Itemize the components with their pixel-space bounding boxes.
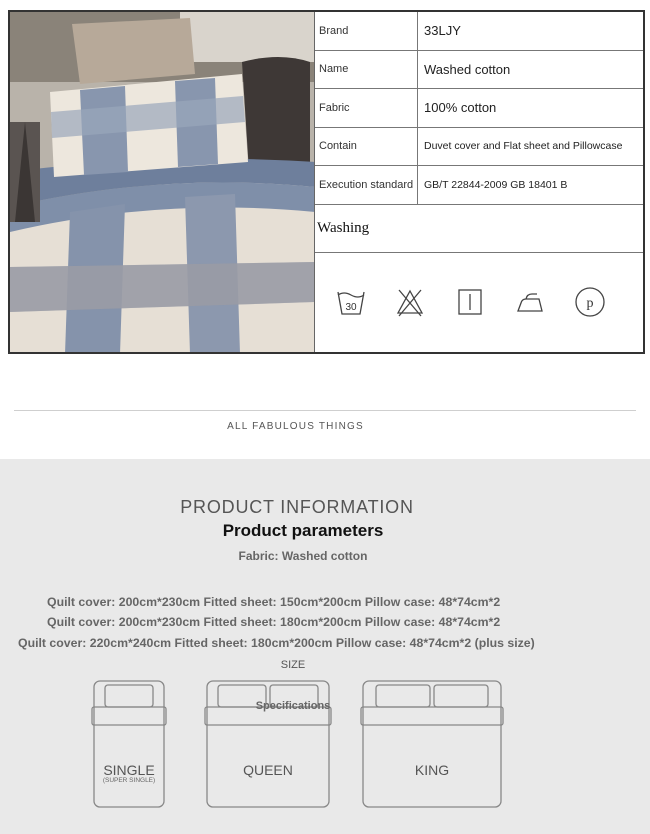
- wash-temp-label: 30: [345, 302, 357, 314]
- section-divider: [14, 410, 636, 411]
- no-bleach-icon: [395, 286, 425, 318]
- spec-row-brand: [315, 12, 643, 51]
- info-subtitle: Product parameters: [222, 521, 384, 540]
- tumble-dry-icon: [455, 286, 485, 318]
- product-photo: [10, 12, 315, 352]
- specifications-label: Specifications: [255, 700, 331, 712]
- spec-key: Execution standard: [315, 166, 418, 204]
- spec-key: Brand: [315, 12, 418, 50]
- spec-row-fabric: [315, 89, 643, 128]
- spec-value: GB/T 22844-2009 GB 18401 B: [424, 178, 568, 191]
- info-fabric: Fabric: Washed cotton: [238, 549, 368, 563]
- spec-value: 33LJY: [424, 23, 461, 39]
- spec-value: 100% cotton: [424, 100, 497, 116]
- info-title: PRODUCT INFORMATION: [180, 497, 414, 517]
- king-bed-icon: [360, 677, 504, 811]
- spec-value: Washed cotton: [424, 61, 511, 77]
- bed-name-queen: QUEEN: [243, 762, 293, 778]
- spec-key: Contain: [315, 128, 418, 166]
- spec-table: [315, 12, 643, 352]
- dry-clean-letter: p: [586, 296, 594, 312]
- product-info-section: [0, 459, 650, 834]
- bedding-image: [10, 12, 315, 352]
- bed-name-king: KING: [414, 762, 450, 778]
- spec-key: Fabric: [315, 89, 418, 127]
- size-line: Quilt cover: 200cm*230cm Fitted sheet: 180cm*200cm Pillow case: 48*74cm*2: [47, 615, 501, 629]
- tagline: ALL FABULOUS THINGS: [227, 421, 364, 432]
- bed-note-single: (SUPER SINGLE): [102, 777, 156, 784]
- queen-bed-icon: [204, 677, 332, 811]
- wash-30-icon: [336, 286, 366, 318]
- size-label: SIZE: [280, 659, 306, 671]
- spec-key: Name: [315, 51, 418, 89]
- size-line: Quilt cover: 200cm*230cm Fitted sheet: 150cm*200cm Pillow case: 48*74cm*2: [47, 595, 501, 609]
- spec-row-standard: [315, 166, 643, 205]
- spec-row-name: [315, 51, 643, 90]
- spec-row-contain: [315, 128, 643, 167]
- iron-icon: [515, 286, 545, 318]
- single-bed-icon: [91, 677, 167, 811]
- spec-value: Duvet cover and Flat sheet and Pillowcase: [424, 140, 623, 153]
- product-card: [8, 10, 645, 354]
- washing-title: Washing: [315, 205, 643, 253]
- bed-name-single: SINGLE: [103, 762, 155, 778]
- size-line: Quilt cover: 220cm*240cm Fitted sheet: 180cm*200cm Pillow case: 48*74cm*2 (plus size): [18, 636, 535, 650]
- washing-icons: [315, 253, 643, 353]
- dry-clean-icon: [574, 286, 606, 318]
